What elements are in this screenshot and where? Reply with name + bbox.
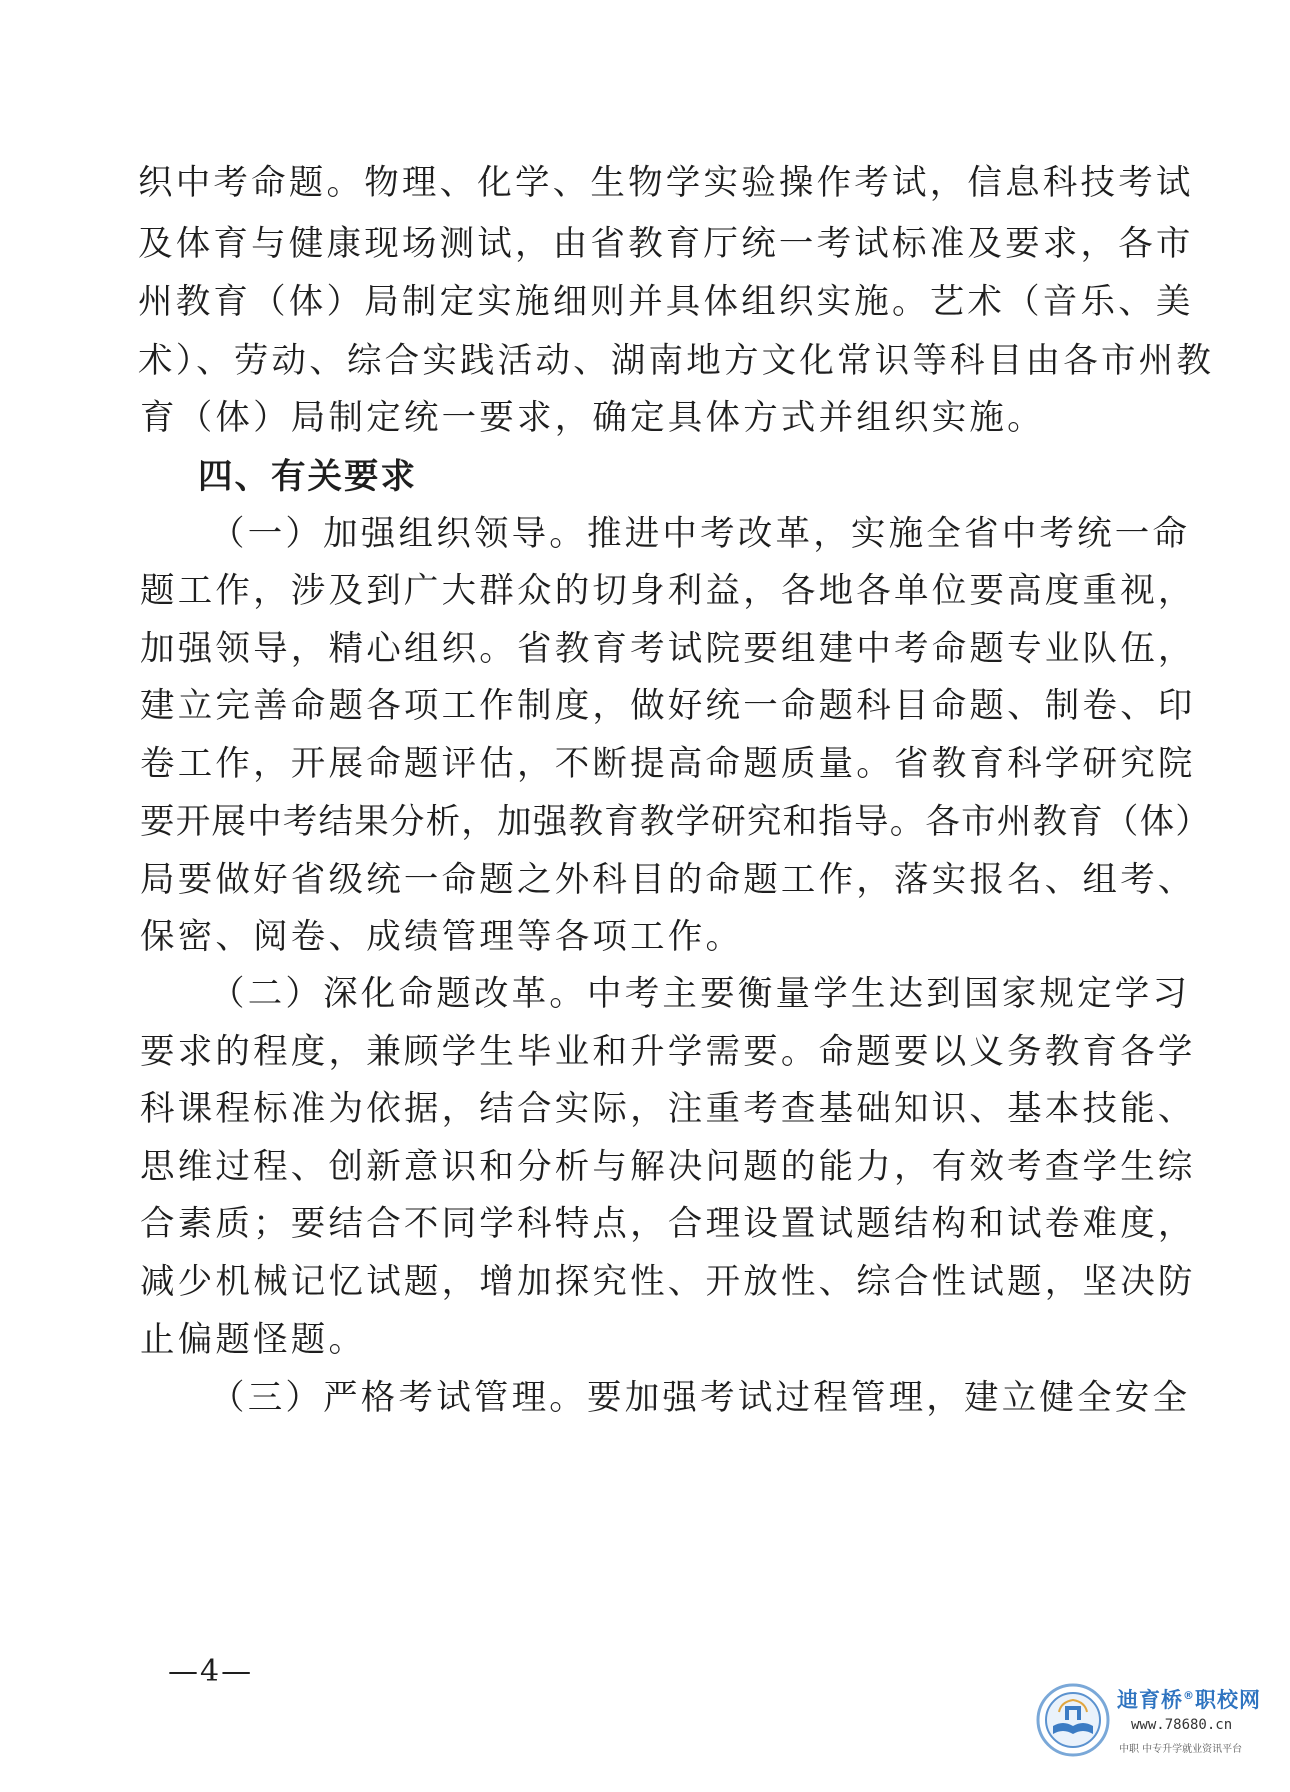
watermark-url: www.78680.cn — [1131, 1717, 1233, 1733]
body-text-line: 育（体）局制定统一要求，确定具体方式并组织实施。 — [140, 398, 1045, 438]
body-text-line: 局要做好省级统一命题之外科目的命题工作，落实报名、组考、 — [140, 860, 1196, 900]
book-emblem-icon — [1035, 1682, 1111, 1758]
body-text-line: 思维过程、创新意识和分析与解决问题的能力，有效考查学生综 — [140, 1147, 1196, 1187]
body-text-line: 合素质；要结合不同学科特点，合理设置试题结构和试卷难度， — [140, 1204, 1196, 1244]
body-text-line: 建立完善命题各项工作制度，做好统一命题科目命题、制卷、印 — [140, 686, 1196, 726]
site-watermark — [1035, 1682, 1290, 1792]
watermark-tagline: 中职 中专升学就业资讯平台 — [1119, 1744, 1243, 1755]
body-text-line: 要求的程度，兼顾学生毕业和升学需要。命题要以义务教育各学 — [140, 1032, 1196, 1072]
registered-mark: ® — [1183, 1689, 1195, 1702]
body-text-line: 保密、阅卷、成绩管理等各项工作。 — [140, 917, 744, 957]
body-text-line: 题工作，涉及到广大群众的切身利益，各地各单位要高度重视， — [140, 571, 1196, 611]
body-text-line: 织中考命题。物理、化学、生物学实验操作考试，信息科技考试 — [138, 163, 1194, 203]
watermark-brand: 迪育桥 — [1117, 1688, 1183, 1712]
body-text-line: 州教育（体）局制定实施细则并具体组织实施。艺术（音乐、美 — [138, 282, 1194, 322]
body-text-line: 及体育与健康现场测试，由省教育厅统一考试标准及要求，各市 — [138, 224, 1194, 264]
body-text-line: 卷工作，开展命题评估，不断提高命题质量。省教育科学研究院 — [140, 744, 1196, 784]
body-text-line: 要开展中考结果分析，加强教育教学研究和指导。各市州教育（体） — [140, 802, 1211, 842]
paragraph-first-line: （三）严格考试管理。要加强考试过程管理，建立健全安全 — [210, 1378, 1191, 1418]
body-text-line: 术）、劳动、综合实践活动、湖南地方文化常识等科目由各市州教 — [138, 341, 1215, 381]
page-number: —4— — [168, 1654, 254, 1689]
body-text-line: 减少机械记忆试题，增加探究性、开放性、综合性试题，坚决防 — [140, 1262, 1196, 1302]
paragraph-first-line: （二）深化命题改革。中考主要衡量学生达到国家规定学习 — [210, 974, 1191, 1014]
body-text-line: 科课程标准为依据，结合实际，注重考查基础知识、基本技能、 — [140, 1089, 1196, 1129]
section-heading: 四、有关要求 — [198, 457, 417, 497]
watermark-brand-suffix: 职校网 — [1195, 1688, 1261, 1712]
body-text-line: 加强领导，精心组织。省教育考试院要组建中考命题专业队伍， — [140, 629, 1196, 669]
body-text-line: 止偏题怪题。 — [140, 1320, 367, 1360]
paragraph-first-line: （一）加强组织领导。推进中考改革，实施全省中考统一命 — [210, 514, 1191, 554]
